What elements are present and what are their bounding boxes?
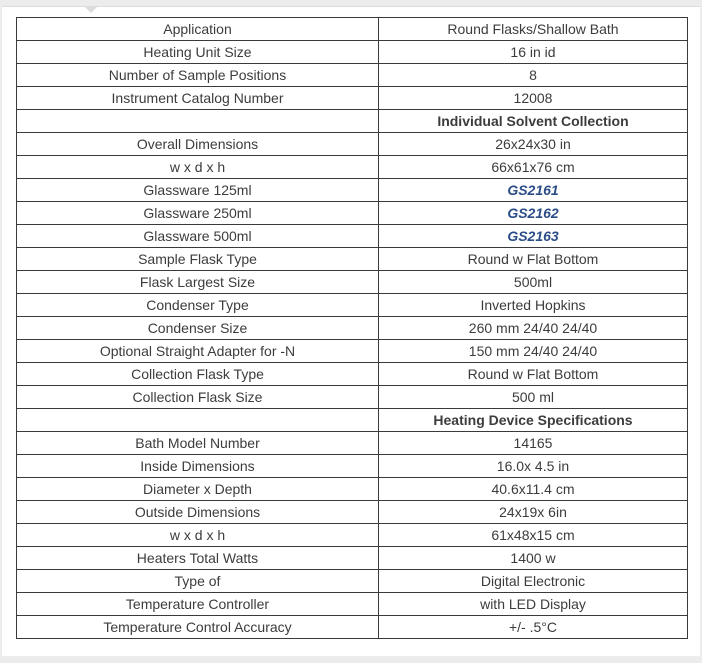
spec-label: Glassware 125ml bbox=[17, 179, 379, 202]
spec-value: 14165 bbox=[379, 432, 688, 455]
spec-value: with LED Display bbox=[379, 593, 688, 616]
table-row bbox=[17, 18, 688, 41]
spec-label: Instrument Catalog Number bbox=[17, 87, 379, 110]
spec-value: 1400 w bbox=[379, 547, 688, 570]
spec-label: Diameter x Depth bbox=[17, 478, 379, 501]
spec-value: Inverted Hopkins bbox=[379, 294, 688, 317]
spec-label: Inside Dimensions bbox=[17, 455, 379, 478]
spec-value: 61x48x15 cm bbox=[379, 524, 688, 547]
specifications-table bbox=[16, 17, 688, 639]
spec-label: Bath Model Number bbox=[17, 432, 379, 455]
spec-value: +/- .5°C bbox=[379, 616, 688, 639]
table-row bbox=[17, 570, 688, 593]
spec-label: Overall Dimensions bbox=[17, 133, 379, 156]
spec-label: Condenser Type bbox=[17, 294, 379, 317]
spec-label: Outside Dimensions bbox=[17, 501, 379, 524]
spec-value: Round w Flat Bottom bbox=[379, 248, 688, 271]
section-title: Individual Solvent Collection bbox=[379, 110, 688, 133]
table-row bbox=[17, 340, 688, 363]
spec-label bbox=[17, 110, 379, 133]
spec-label: Application bbox=[17, 18, 379, 41]
spec-label: Collection Flask Type bbox=[17, 363, 379, 386]
table-row bbox=[17, 455, 688, 478]
specifications-table-body bbox=[17, 18, 688, 639]
glassware-part-link[interactable]: GS2163 bbox=[507, 228, 559, 244]
table-row bbox=[17, 593, 688, 616]
table-row bbox=[17, 202, 688, 225]
table-row bbox=[17, 41, 688, 64]
spec-label bbox=[17, 409, 379, 432]
spec-value-cell bbox=[379, 225, 688, 248]
spec-value: Round w Flat Bottom bbox=[379, 363, 688, 386]
spec-label: Optional Straight Adapter for -N bbox=[17, 340, 379, 363]
spec-value: 16 in id bbox=[379, 41, 688, 64]
spec-value: 16.0x 4.5 in bbox=[379, 455, 688, 478]
table-row bbox=[17, 317, 688, 340]
spec-label: Glassware 500ml bbox=[17, 225, 379, 248]
table-row bbox=[17, 547, 688, 570]
table-row bbox=[17, 363, 688, 386]
table-row bbox=[17, 478, 688, 501]
spec-value: 500 ml bbox=[379, 386, 688, 409]
table-row bbox=[17, 271, 688, 294]
spec-label: Glassware 250ml bbox=[17, 202, 379, 225]
spec-value: 66x61x76 cm bbox=[379, 156, 688, 179]
table-row bbox=[17, 616, 688, 639]
spec-value: Round Flasks/Shallow Bath bbox=[379, 18, 688, 41]
table-row bbox=[17, 432, 688, 455]
spec-value: 260 mm 24/40 24/40 bbox=[379, 317, 688, 340]
spec-label: Temperature Control Accuracy bbox=[17, 616, 379, 639]
section-header-row bbox=[17, 110, 688, 133]
glassware-part-link[interactable]: GS2162 bbox=[507, 205, 559, 221]
spec-value: 8 bbox=[379, 64, 688, 87]
glassware-part-link[interactable]: GS2161 bbox=[507, 182, 559, 198]
table-row bbox=[17, 501, 688, 524]
spec-label: Type of bbox=[17, 570, 379, 593]
table-row bbox=[17, 87, 688, 110]
spec-label: Number of Sample Positions bbox=[17, 64, 379, 87]
spec-value-cell bbox=[379, 179, 688, 202]
spec-value: 500ml bbox=[379, 271, 688, 294]
spec-value: 12008 bbox=[379, 87, 688, 110]
spec-label: Collection Flask Size bbox=[17, 386, 379, 409]
table-row bbox=[17, 225, 688, 248]
spec-value: 24x19x 6in bbox=[379, 501, 688, 524]
table-row bbox=[17, 133, 688, 156]
spec-label: Flask Largest Size bbox=[17, 271, 379, 294]
spec-value: 40.6x11.4 cm bbox=[379, 478, 688, 501]
table-row bbox=[17, 248, 688, 271]
spec-label: w x d x h bbox=[17, 156, 379, 179]
table-row bbox=[17, 386, 688, 409]
table-row bbox=[17, 64, 688, 87]
spec-label: Heaters Total Watts bbox=[17, 547, 379, 570]
section-title: Heating Device Specifications bbox=[379, 409, 688, 432]
spec-label: Heating Unit Size bbox=[17, 41, 379, 64]
table-row bbox=[17, 156, 688, 179]
spec-value: Digital Electronic bbox=[379, 570, 688, 593]
table-row bbox=[17, 524, 688, 547]
spec-label: Sample Flask Type bbox=[17, 248, 379, 271]
spec-value: 150 mm 24/40 24/40 bbox=[379, 340, 688, 363]
section-header-row bbox=[17, 409, 688, 432]
table-row bbox=[17, 294, 688, 317]
dropdown-pointer bbox=[84, 6, 98, 13]
table-row bbox=[17, 179, 688, 202]
spec-value: 26x24x30 in bbox=[379, 133, 688, 156]
content-panel bbox=[2, 6, 700, 656]
spec-label: w x d x h bbox=[17, 524, 379, 547]
spec-label: Temperature Controller bbox=[17, 593, 379, 616]
spec-value-cell bbox=[379, 202, 688, 225]
spec-label: Condenser Size bbox=[17, 317, 379, 340]
